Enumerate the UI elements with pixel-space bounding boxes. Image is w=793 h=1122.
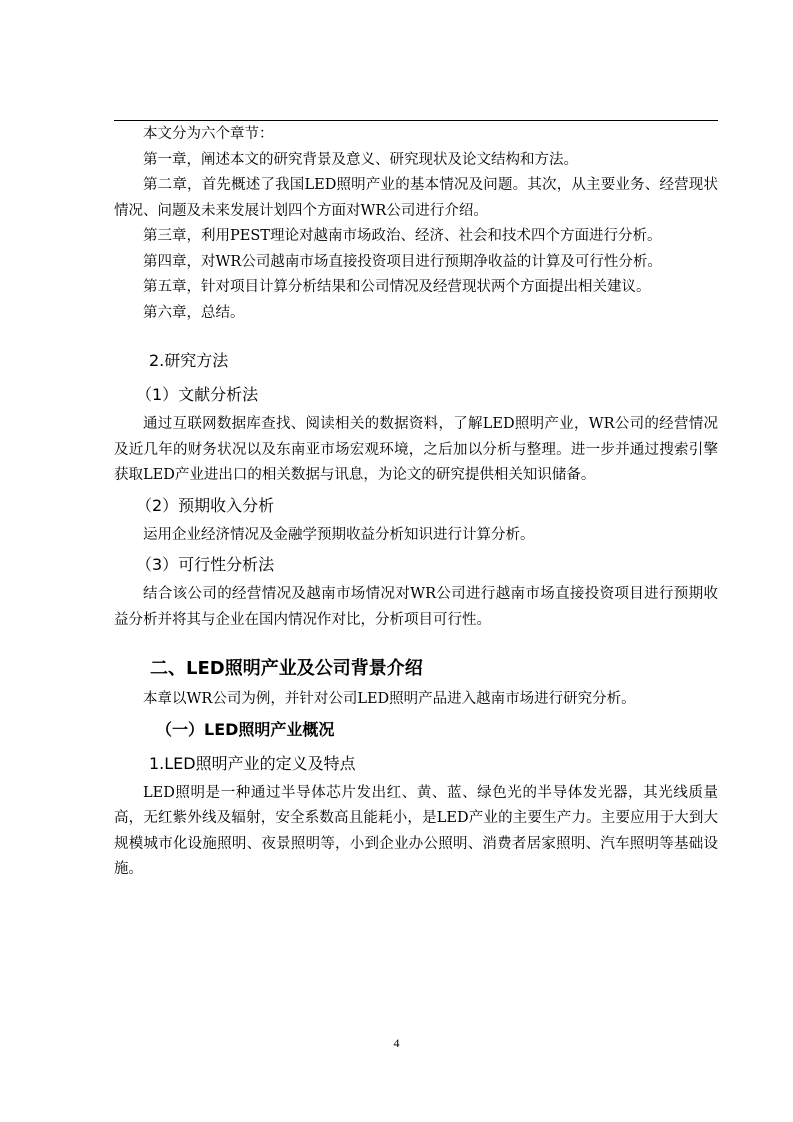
method-text: 运用企业经济情况及金融学预期收益分析知识进行计算分析。: [143, 526, 535, 543]
page-content: [114, 122, 718, 883]
page-number: 4: [393, 1036, 400, 1050]
chapters-intro-line: 第一章，阐述本文的研究背景及意义、研究现状及论文结构和方法。: [143, 151, 578, 168]
method-heading: （1）文献分析法: [136, 385, 259, 404]
methods-heading: 2.研究方法: [149, 351, 229, 370]
sub-subsection-heading: 1.LED照明产业的定义及特点: [149, 753, 356, 773]
method-text: 通过互联网数据库查找、阅读相关的数据资料，了解LED照明产业，WR公司的经营情况及近几年的财务状况以及东南亚市场宏观环境，之后加以分析与整理。进一步并通过搜索引擎获取LED产业进出口的相关数据与讯息，为论文的研究提供相关知识储备。: [114, 416, 718, 483]
chapters-intro-line: 本文分为六个章节：: [143, 126, 274, 142]
chapters-intro-line: 第四章，对WR公司越南市场直接投资项目进行预期净收益的计算及可行性分析。: [143, 253, 662, 270]
method-heading: （3）可行性分析法: [136, 555, 275, 574]
sub-subsection-text: LED照明是一种通过半导体芯片发出红、黄、蓝、绿色光的半导体发光器，其光线质量高，无红紫外线及辐射，安全系数高且能耗小，是LED产业的主要生产力。主要应用于大到大规模城市化设施照明、夜景照明等，小到企业办公照明、消费者居家照明、汽车照明等基础设施。: [114, 784, 718, 877]
chapters-intro-line: 第五章，针对项目计算分析结果和公司情况及经营现状两个方面提出相关建议。: [143, 279, 651, 295]
section-heading: 二、LED照明产业及公司背景介绍: [150, 658, 423, 679]
section-intro: 本章以WR公司为例，并针对公司LED照明产品进入越南市场进行研究分析。: [143, 691, 636, 707]
chapters-intro-line: 第二章，首先概述了我国LED照明产业的基本情况及问题。其次，从主要业务、经营现状情况、问题及未来发展计划四个方面对WR公司进行介绍。: [114, 177, 718, 219]
subsection-heading: （一）LED照明产业概况: [156, 719, 335, 739]
chapters-intro-line: 第三章，利用PEST理论对越南市场政治、经济、社会和技术四个方面进行分析。: [143, 228, 662, 244]
chapters-intro-line: 第六章，总结。: [143, 304, 245, 321]
method-text: 结合该公司的经营情况及越南市场情况对WR公司进行越南市场直接投资项目进行预期收益分析并将其与企业在国内情况作对比，分析项目可行性。: [114, 586, 718, 628]
header-rule: [114, 120, 718, 121]
method-heading: （2）预期收入分析: [136, 495, 275, 515]
